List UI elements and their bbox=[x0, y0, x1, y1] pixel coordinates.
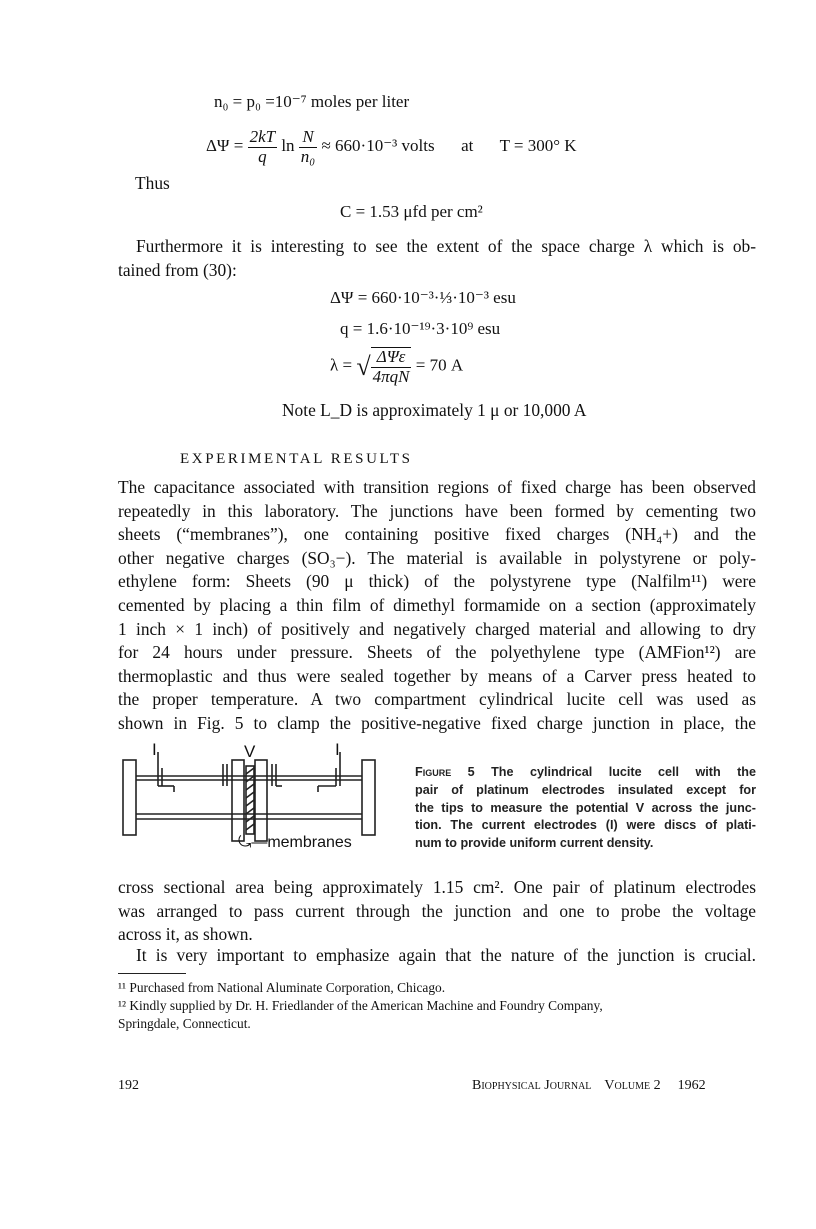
equation-space-charge-lambda: λ = √ $\frac{\text{ΔΨε}}{\text{4πqN}}$ = 70 A bbox=[330, 347, 464, 386]
publication-year: 1962 bbox=[677, 1078, 706, 1093]
eq6-den: 4πqN bbox=[372, 366, 410, 386]
text-line: across it, as shown. bbox=[118, 924, 253, 945]
paragraph-junction-emphasis bbox=[136, 944, 756, 968]
footnote-11: ¹¹ Purchased from National Aluminate Corporation, Chicago. bbox=[118, 980, 446, 995]
eq2-fraction-kt-q bbox=[248, 128, 278, 166]
caption-line-text: The cylindrical lucite cell with the bbox=[491, 765, 757, 779]
note-debye-length: Note L_D is approximately 1 μ or 10,000 A bbox=[282, 400, 587, 420]
equation-carrier-density: n₀ = p₀ =10⁻⁷ moles per liter bbox=[214, 92, 410, 111]
text-line: Furthermore it is interesting to see the extent of the space charge λ which is ob- bbox=[136, 236, 756, 256]
caption-line: tion. The current electrodes (I) were discs of plati- bbox=[415, 818, 756, 833]
eq6-fraction bbox=[371, 347, 412, 386]
text-line: cemented by placing a thin film of dimethyl formamide on a section (approximately bbox=[118, 594, 756, 615]
eq2-lhs: ΔΨ = bbox=[206, 136, 244, 156]
eq2-frac1-den: q bbox=[258, 146, 267, 166]
eq2-rhs: ≈ 660·10⁻³ volts bbox=[321, 136, 435, 156]
paragraph-space-charge bbox=[118, 235, 756, 282]
eq6-lhs: λ = bbox=[330, 355, 353, 375]
caption-line: num to provide uniform current density. bbox=[415, 836, 654, 851]
eq2-frac2-den: n₀ bbox=[300, 146, 316, 166]
eq2-frac1-num: 2kT bbox=[249, 127, 276, 146]
eq2-temperature: T = 300° K bbox=[499, 136, 577, 156]
paragraph-electrode-arrangement bbox=[118, 876, 756, 947]
label-current-electrode-left: I bbox=[152, 740, 157, 759]
equation-charge-esu: q = 1.6·10⁻¹⁹·3·10⁹ esu bbox=[340, 319, 501, 338]
label-current-electrode-right: I bbox=[335, 740, 340, 759]
text-line: It is very important to emphasize again that the nature of the junction is crucial. bbox=[136, 945, 756, 965]
thus-label: Thus bbox=[135, 173, 170, 193]
volume-label: Volume 2 bbox=[604, 1078, 661, 1093]
text-line: 1 inch × 1 inch) of positively and negatively charged material and allowing to dry bbox=[118, 618, 756, 639]
text-line: was arranged to pass current through the junction and one to probe the voltage bbox=[118, 900, 756, 921]
footnote-12: ¹² Kindly supplied by Dr. H. Friedlander of the American Machine and Foundry Company, bbox=[118, 998, 603, 1013]
footnote-divider bbox=[118, 973, 186, 974]
running-footer bbox=[472, 1078, 706, 1094]
text-line: sheets (“membranes”), one containing positive fixed charges (NH₄+) and the bbox=[118, 524, 756, 545]
footnotes bbox=[118, 979, 756, 1033]
left-end-plate bbox=[123, 760, 136, 835]
paragraph-experimental-results bbox=[118, 476, 756, 736]
text-line: The capacitance associated with transition regions of fixed charge has been observed bbox=[118, 477, 756, 497]
membranes-text: membranes bbox=[267, 834, 352, 851]
page-number: 192 bbox=[118, 1078, 139, 1093]
text-line: for 24 hours under pressure. Sheets of the polyethylene type (AMFion¹²) are bbox=[118, 642, 756, 663]
eq6-num: ΔΨε bbox=[371, 348, 412, 368]
right-end-plate bbox=[362, 760, 375, 835]
eq2-ln: ln bbox=[281, 136, 295, 156]
left-center-flange bbox=[232, 760, 244, 841]
text-line: ethylene form: Sheets (90 μ thick) of the polystyrene type (Nalfilm¹¹) were bbox=[118, 571, 756, 592]
membranes-arrow-icon: ⤿— bbox=[238, 834, 268, 851]
text-line: cross sectional area being approximately 1.15 cm². One pair of platinum electrodes bbox=[118, 877, 756, 897]
text-line: thermoplastic and thus were sealed together by means of a Carver press heated to bbox=[118, 665, 756, 686]
section-heading: EXPERIMENTAL RESULTS bbox=[180, 451, 413, 467]
eq2-at: at bbox=[461, 136, 474, 156]
eq2-fraction-n-n0 bbox=[299, 128, 317, 166]
caption-line: pair of platinum electrodes insulated except for bbox=[415, 782, 756, 797]
equation-potential-difference bbox=[206, 128, 577, 166]
eq6-rhs: = 70 A bbox=[415, 355, 464, 375]
journal-name: Biophysical Journal bbox=[472, 1078, 592, 1093]
caption-prefix: Figure 5 bbox=[415, 765, 475, 779]
figure-5-caption bbox=[415, 764, 756, 853]
equation-capacitance: C = 1.53 μfd per cm² bbox=[340, 202, 483, 221]
label-voltage-probe: V bbox=[244, 742, 256, 761]
right-center-flange bbox=[255, 760, 267, 841]
caption-line: the tips to measure the potential V across the junc- bbox=[415, 800, 756, 815]
text-line: tained from (30): bbox=[118, 259, 237, 280]
footnote-12-continued: Springdale, Connecticut. bbox=[118, 1016, 251, 1031]
eq2-frac2-num: N bbox=[299, 128, 317, 148]
text-line: repeatedly in this laboratory. The junctions have been formed by cementing two bbox=[118, 500, 756, 521]
membranes-label bbox=[238, 834, 352, 852]
text-line: shown in Fig. 5 to clamp the positive-negative fixed charge junction in place, the bbox=[118, 712, 756, 733]
text-line: the proper temperature. A two compartment cylindrical lucite cell was used as bbox=[118, 689, 756, 710]
equation-delta-psi-esu: ΔΨ = 660·10⁻³·⅓·10⁻³ esu bbox=[330, 288, 516, 307]
caption-line bbox=[415, 764, 756, 782]
text-line: other negative charges (SO₃−). The material is available in polystyrene or poly- bbox=[118, 547, 756, 568]
